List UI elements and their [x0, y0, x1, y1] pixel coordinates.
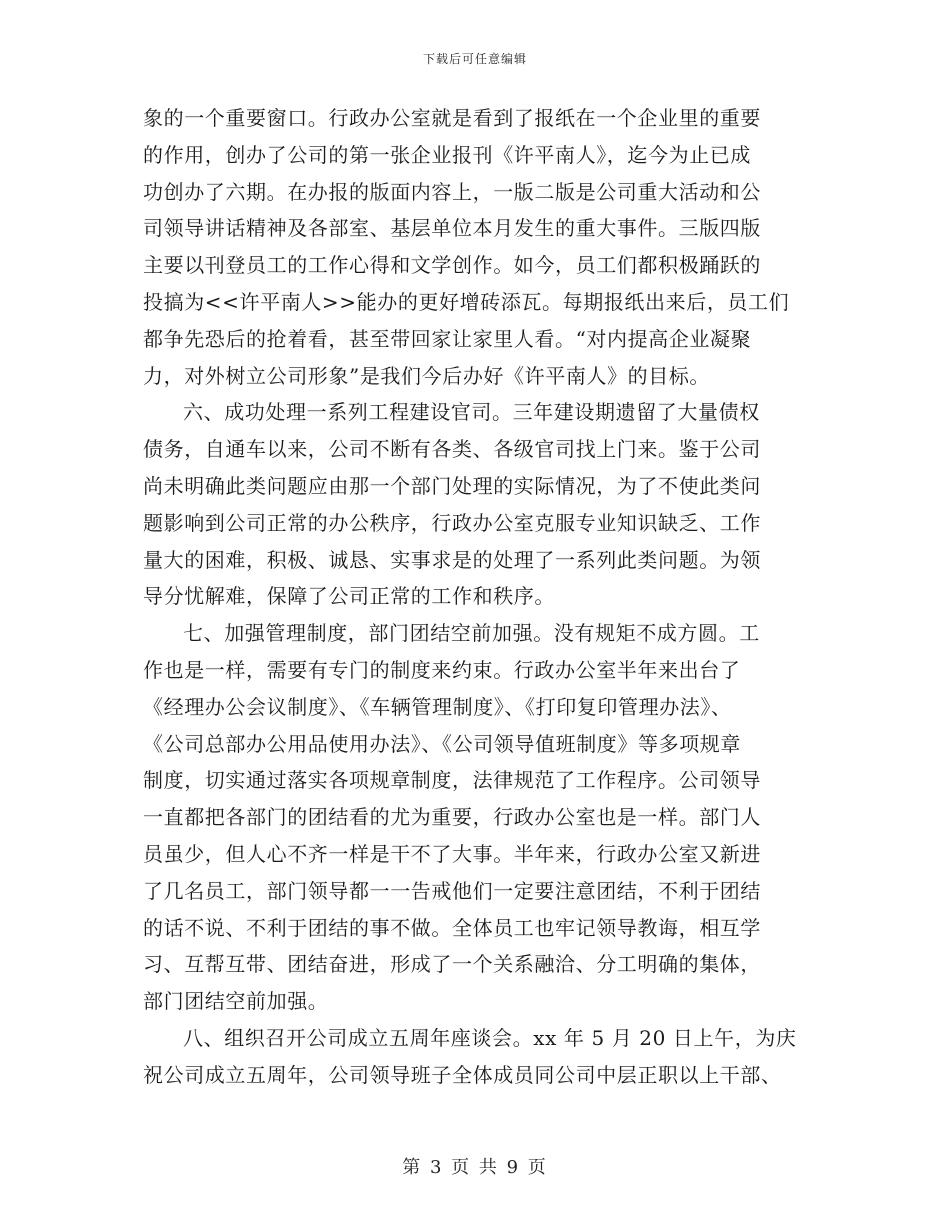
paragraph-start-line: 七、加强管理制度，部门团结空前加强。没有规矩不成方圆。工	[183, 621, 760, 646]
text-line: 作也是一样，需要有专门的制度来约束。行政办公室半年来出台了	[143, 657, 741, 682]
page-number-footer: 第 3 页 共 9 页	[402, 1157, 548, 1178]
text-line: 功创办了六期。在办报的版面内容上，一版二版是公司重大活动和公	[143, 179, 761, 204]
text-line: 《经理办公会议制度》、《车辆管理制度》、《打印复印管理办法》、	[143, 694, 732, 719]
text-line: 量大的困难，积极、诚恳、实事求是的处理了一系列此类问题。为领	[143, 547, 761, 572]
text-line: 部门团结空前加强。	[143, 989, 329, 1014]
text-line: 的话不说、不利于团结的事不做。全体员工也牢记领导教诲，相互学	[143, 915, 761, 940]
text-line: 投搞为<<许平南人>>能办的更好增砖添瓦。每期报纸出来后，员工们	[143, 289, 790, 314]
text-line: 司领导讲话精神及各部室、基层单位本月发生的重大事件。三版四版	[143, 216, 761, 241]
text-line: 都争先恐后的抢着看，甚至带回家让家里人看。“对内提高企业凝聚	[143, 326, 752, 351]
text-line: 力，对外树立公司形象”是我们今后办好《许平南人》的目标。	[143, 363, 711, 388]
text-line: 了几名员工，部门领导都一一告戒他们一定要注意团结，不利于团结	[143, 878, 761, 903]
page-header: 下载后可任意编辑	[422, 52, 527, 66]
text-line: 一直都把各部门的团结看的尤为重要，行政办公室也是一样。部门人	[143, 805, 761, 830]
text-line: 象的一个重要窗口。行政办公室就是看到了报纸在一个企业里的重要	[143, 106, 761, 130]
body-text	[143, 100, 808, 1094]
text-line: 《公司总部办公用品使用办法》、《公司领导值班制度》等多项规章	[143, 731, 741, 756]
text-line: 尚未明确此类问题应由那一个部门处理的实际情况，为了不使此类问	[143, 473, 761, 498]
text-line: 祝公司成立五周年，公司领导班子全体成员同公司中层正职以上干部、	[143, 1062, 782, 1087]
paragraph-start-line: 八、组织召开公司成立五周年座谈会。xx 年 5 月 20 日上午，为庆	[183, 1025, 797, 1050]
text-line: 导分忧解难，保障了公司正常的工作和秩序。	[143, 584, 555, 609]
text-line: 题影响到公司正常的办公秩序，行政办公室克服专业知识缺乏、工作	[143, 510, 761, 535]
text-line: 员虽少，但人心不齐一样是干不了大事。半年来，行政办公室又新进	[143, 841, 761, 866]
text-line: 的作用，创办了公司的第一张企业报刊《许平南人》，迄今为止已成	[143, 142, 751, 167]
text-line: 习、互帮互带、团结奋进，形成了一个关系融洽、分工明确的集体，	[143, 952, 761, 977]
text-line: 债务，自通车以来，公司不断有各类、各级官司找上门来。鉴于公司	[143, 437, 761, 462]
text-line: 制度，切实通过落实各项规章制度，法律规范了工作程序。公司领导	[143, 768, 761, 793]
paragraph-start-line: 六、成功处理一系列工程建设官司。三年建设期遗留了大量债权	[183, 400, 760, 425]
text-line: 主要以刊登员工的工作心得和文学创作。如今，员工们都积极踊跃的	[143, 253, 761, 278]
